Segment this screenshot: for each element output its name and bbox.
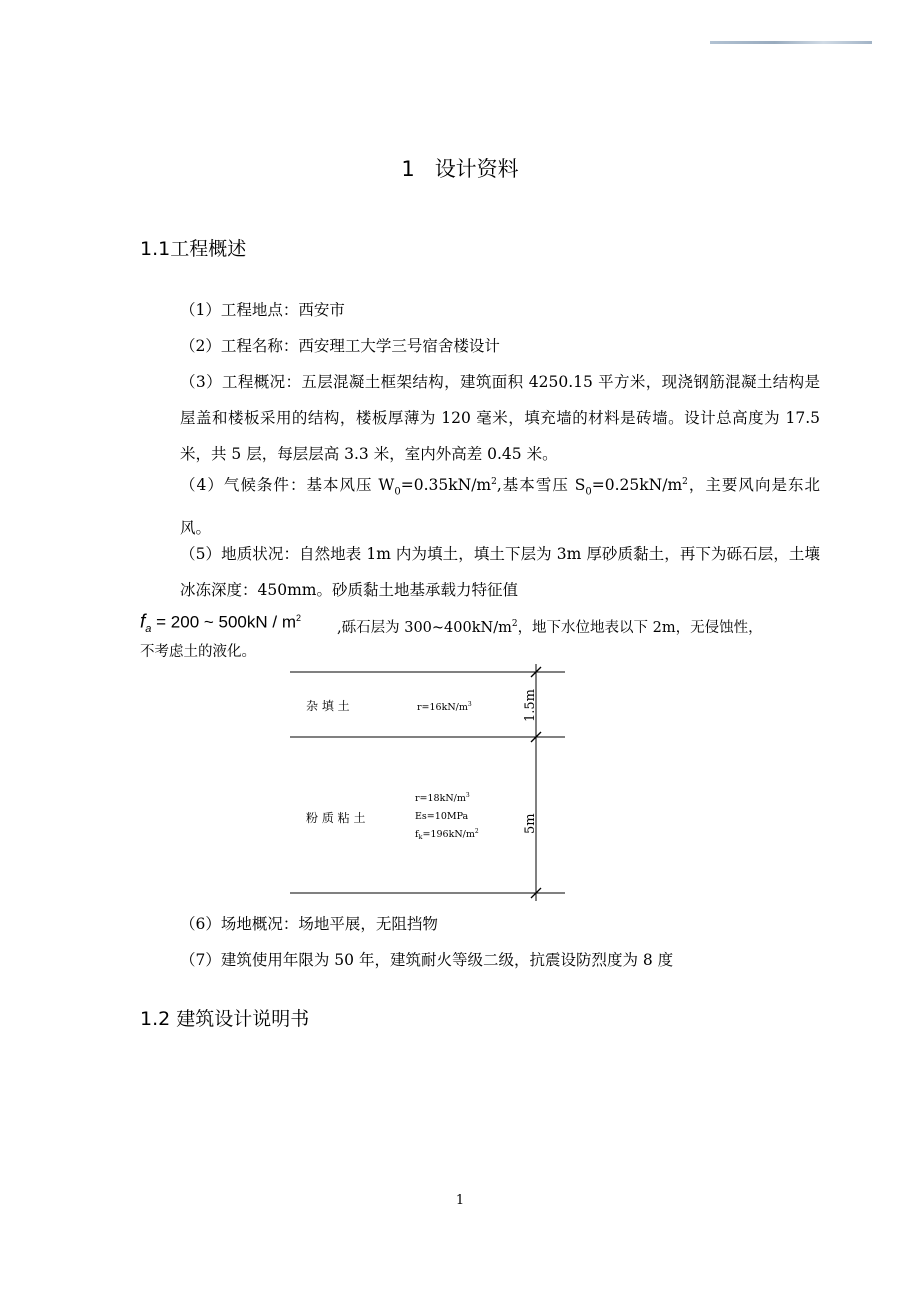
soil-profile-diagram bbox=[285, 662, 575, 902]
item-5-last-line: 不考虑土的液化。 bbox=[140, 644, 256, 660]
item-7: （7）建筑使用年限为 50 年，建筑耐火等级二级，抗震设防烈度为 8 度 bbox=[180, 951, 674, 969]
layer1-name: 杂 填 土 bbox=[306, 699, 350, 713]
layer2-gamma: $r=18kN/m^3$ bbox=[415, 792, 470, 804]
bearing-capacity-formula: $f_a = 200$ ~ $500kN / m^2$ bbox=[140, 611, 302, 635]
layer2-es: Es=10MPa bbox=[415, 811, 469, 822]
item-6: （6）场地概况：场地平展，无阻挡物 bbox=[180, 915, 438, 933]
item-5-formula-line bbox=[140, 600, 780, 636]
chapter-number: 1 bbox=[401, 157, 415, 181]
section-heading-1-2: 1.2 建筑设计说明书 bbox=[140, 1008, 310, 1030]
item-5-tail: ,砾石层为 $300\sim 400kN/m^2$，地下水位地表以下 2m，无侵蚀性， bbox=[337, 619, 763, 636]
chapter-title bbox=[0, 153, 920, 183]
section-heading-1-1: 1.1工程概述 bbox=[140, 238, 247, 260]
layer2-thickness: 5m bbox=[523, 813, 538, 834]
item-1: （1）工程地点：西安市 bbox=[180, 301, 345, 319]
layer2-fk: $f_k=196kN/m^2$ bbox=[415, 828, 479, 841]
chapter-title-text: 设计资料 bbox=[434, 157, 519, 181]
header-decoration-line bbox=[710, 41, 872, 44]
layer1-thickness: 1.5m bbox=[523, 688, 538, 722]
item-3: （3）工程概况：五层混凝土框架结构，建筑面积 4250.15 平方米，现浇钢筋混凝土结构是屋盖和楼板采用的结构，楼板厚薄为 120 毫米，填充墙的材料是砖墙。设计总高度为 17.5 米，共 5 层，每层层高 3.3 米，室内外高差 0.45 米。 bbox=[180, 373, 820, 463]
item-2: （2）工程名称：西安理工大学三号宿舍楼设计 bbox=[180, 337, 500, 355]
layer1-gamma: $r=16kN/m^3$ bbox=[417, 701, 472, 713]
item-4: （4）气候条件：基本风压 $W_0=0.35kN/m^2$,基本雪压 $S_0=0.25kN/m^2$，主要风向是东北风。 bbox=[180, 476, 820, 538]
page-number: 1 bbox=[455, 1193, 465, 1208]
item-5: （5）地质状况：自然地表 1m 内为填土，填土下层为 3m 厚砂质黏土，再下为砾石层，土壤冰冻深度：450mm。砂质黏土地基承载力特征值 bbox=[180, 545, 820, 599]
layer2-name: 粉 质 粘 土 bbox=[306, 811, 366, 825]
